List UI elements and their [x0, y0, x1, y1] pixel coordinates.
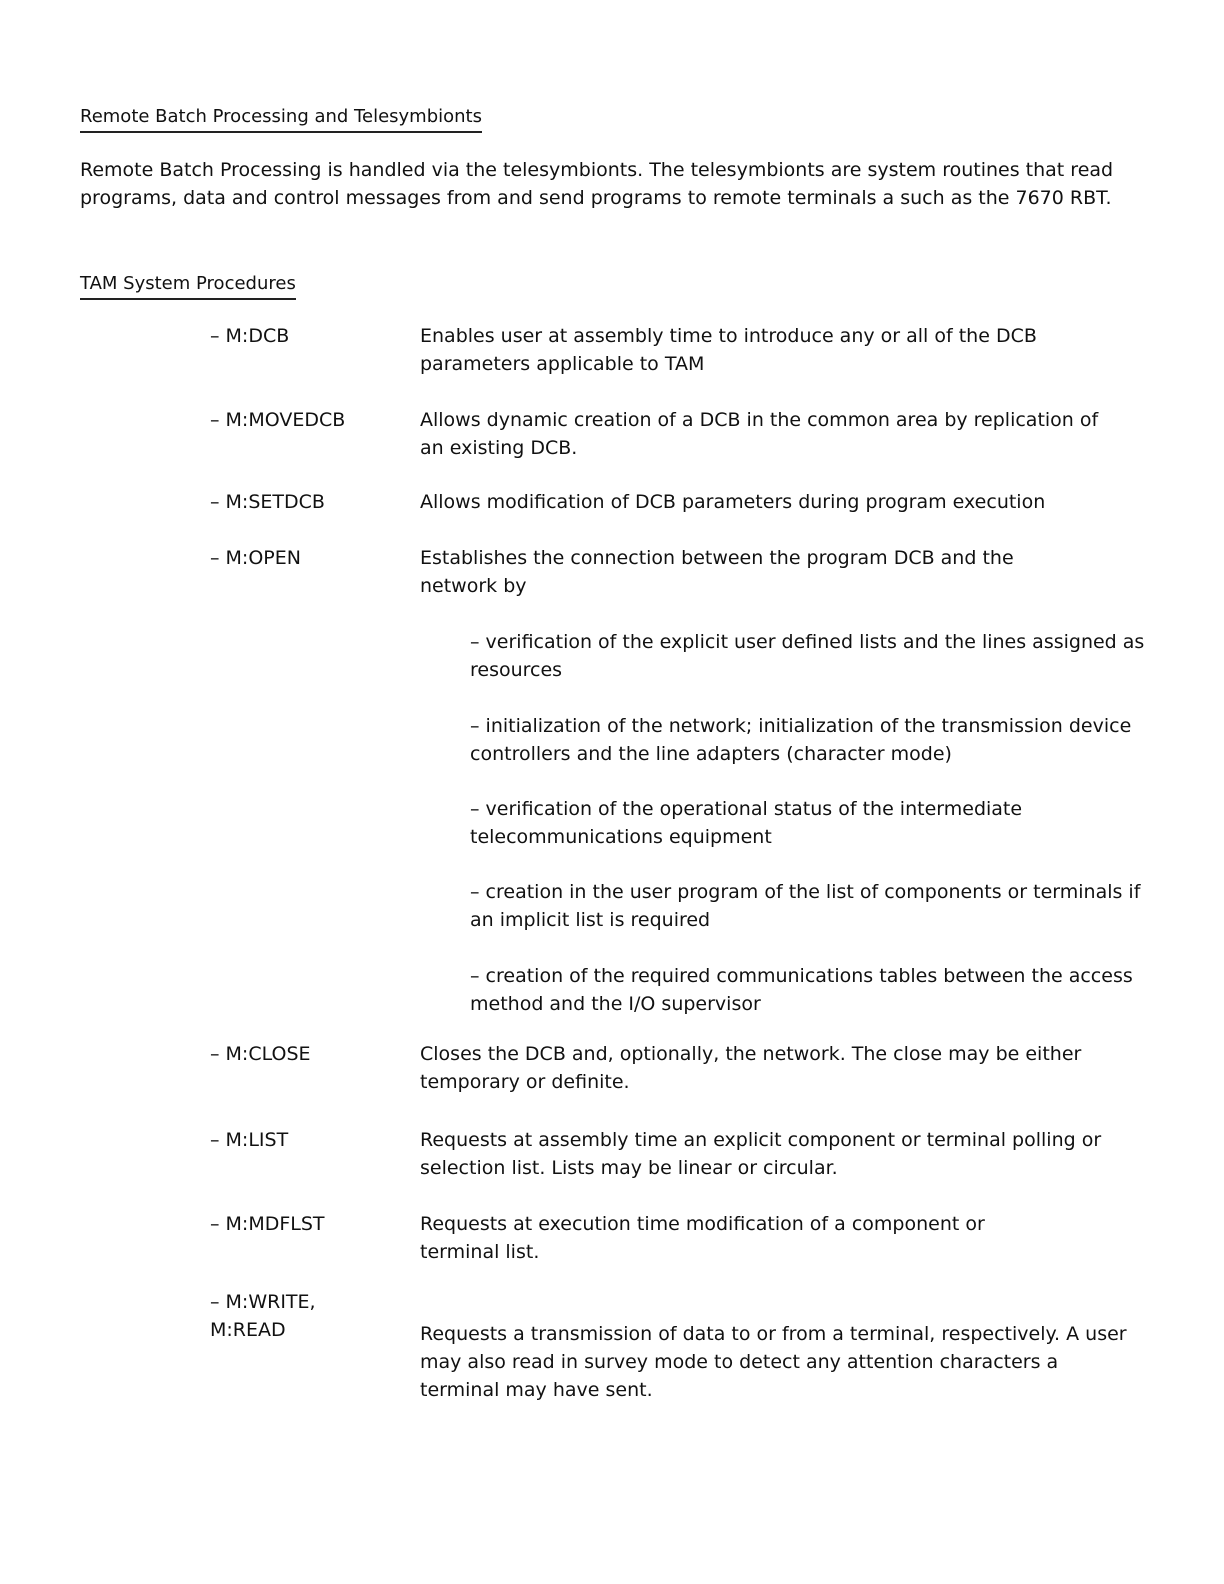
procedure-description: Closes the DCB and, optionally, the network. The close may be either temporary or definite.	[420, 1043, 1082, 1093]
section-heading-remote-batch: Remote Batch Processing and Telesymbionts	[80, 106, 482, 133]
open-step-item: – initialization of the network; initialization of the transmission device controllers and the line adapters (character mode)	[470, 715, 1132, 765]
procedure-description: Requests at assembly time an explicit component or terminal polling or selection list. Lists may be linear or circular.	[420, 1129, 1102, 1179]
open-step-item: – verification of the explicit user defined lists and the lines assigned as resources	[470, 631, 1145, 681]
procedure-description: Allows modification of DCB parameters during program execution	[420, 491, 1046, 513]
procedure-name: – M:CLOSE	[210, 1043, 311, 1065]
section-heading-tam-procedures: TAM System Procedures	[80, 273, 296, 300]
open-step-item: – creation of the required communications tables between the access method and the I/O supervisor	[470, 965, 1133, 1015]
procedure-name: – M:LIST	[210, 1129, 289, 1151]
procedure-name: – M:MOVEDCB	[210, 409, 346, 431]
procedure-name: – M:SETDCB	[210, 491, 325, 513]
open-step-item: – creation in the user program of the list of components or terminals if an implicit list is required	[470, 881, 1141, 931]
procedure-description: Requests at execution time modification of a component or terminal list.	[420, 1213, 985, 1263]
procedure-name: – M:OPEN	[210, 547, 301, 569]
procedure-description: Allows dynamic creation of a DCB in the common area by replication of an existing DCB.	[420, 409, 1099, 459]
procedure-description: Requests a transmission of data to or from a terminal, respectively. A user may also read in survey mode to detect any attention characters a terminal may have sent.	[420, 1323, 1127, 1401]
procedure-name: – M:DCB	[210, 325, 290, 347]
procedure-description: Enables user at assembly time to introduce any or all of the DCB parameters applicable to TAM	[420, 325, 1037, 375]
procedure-description: Establishes the connection between the program DCB and the network by	[420, 547, 1014, 597]
open-step-item: – verification of the operational status of the intermediate telecommunications equipment	[470, 798, 1023, 848]
procedure-name: – M:WRITE, M:READ	[210, 1291, 316, 1341]
procedure-name: – M:MDFLST	[210, 1213, 325, 1235]
intro-paragraph: Remote Batch Processing is handled via the telesymbionts. The telesymbionts are system routines that read programs, data and control messages from and send programs to remote terminals a such as the 7670 RBT.	[80, 159, 1114, 209]
